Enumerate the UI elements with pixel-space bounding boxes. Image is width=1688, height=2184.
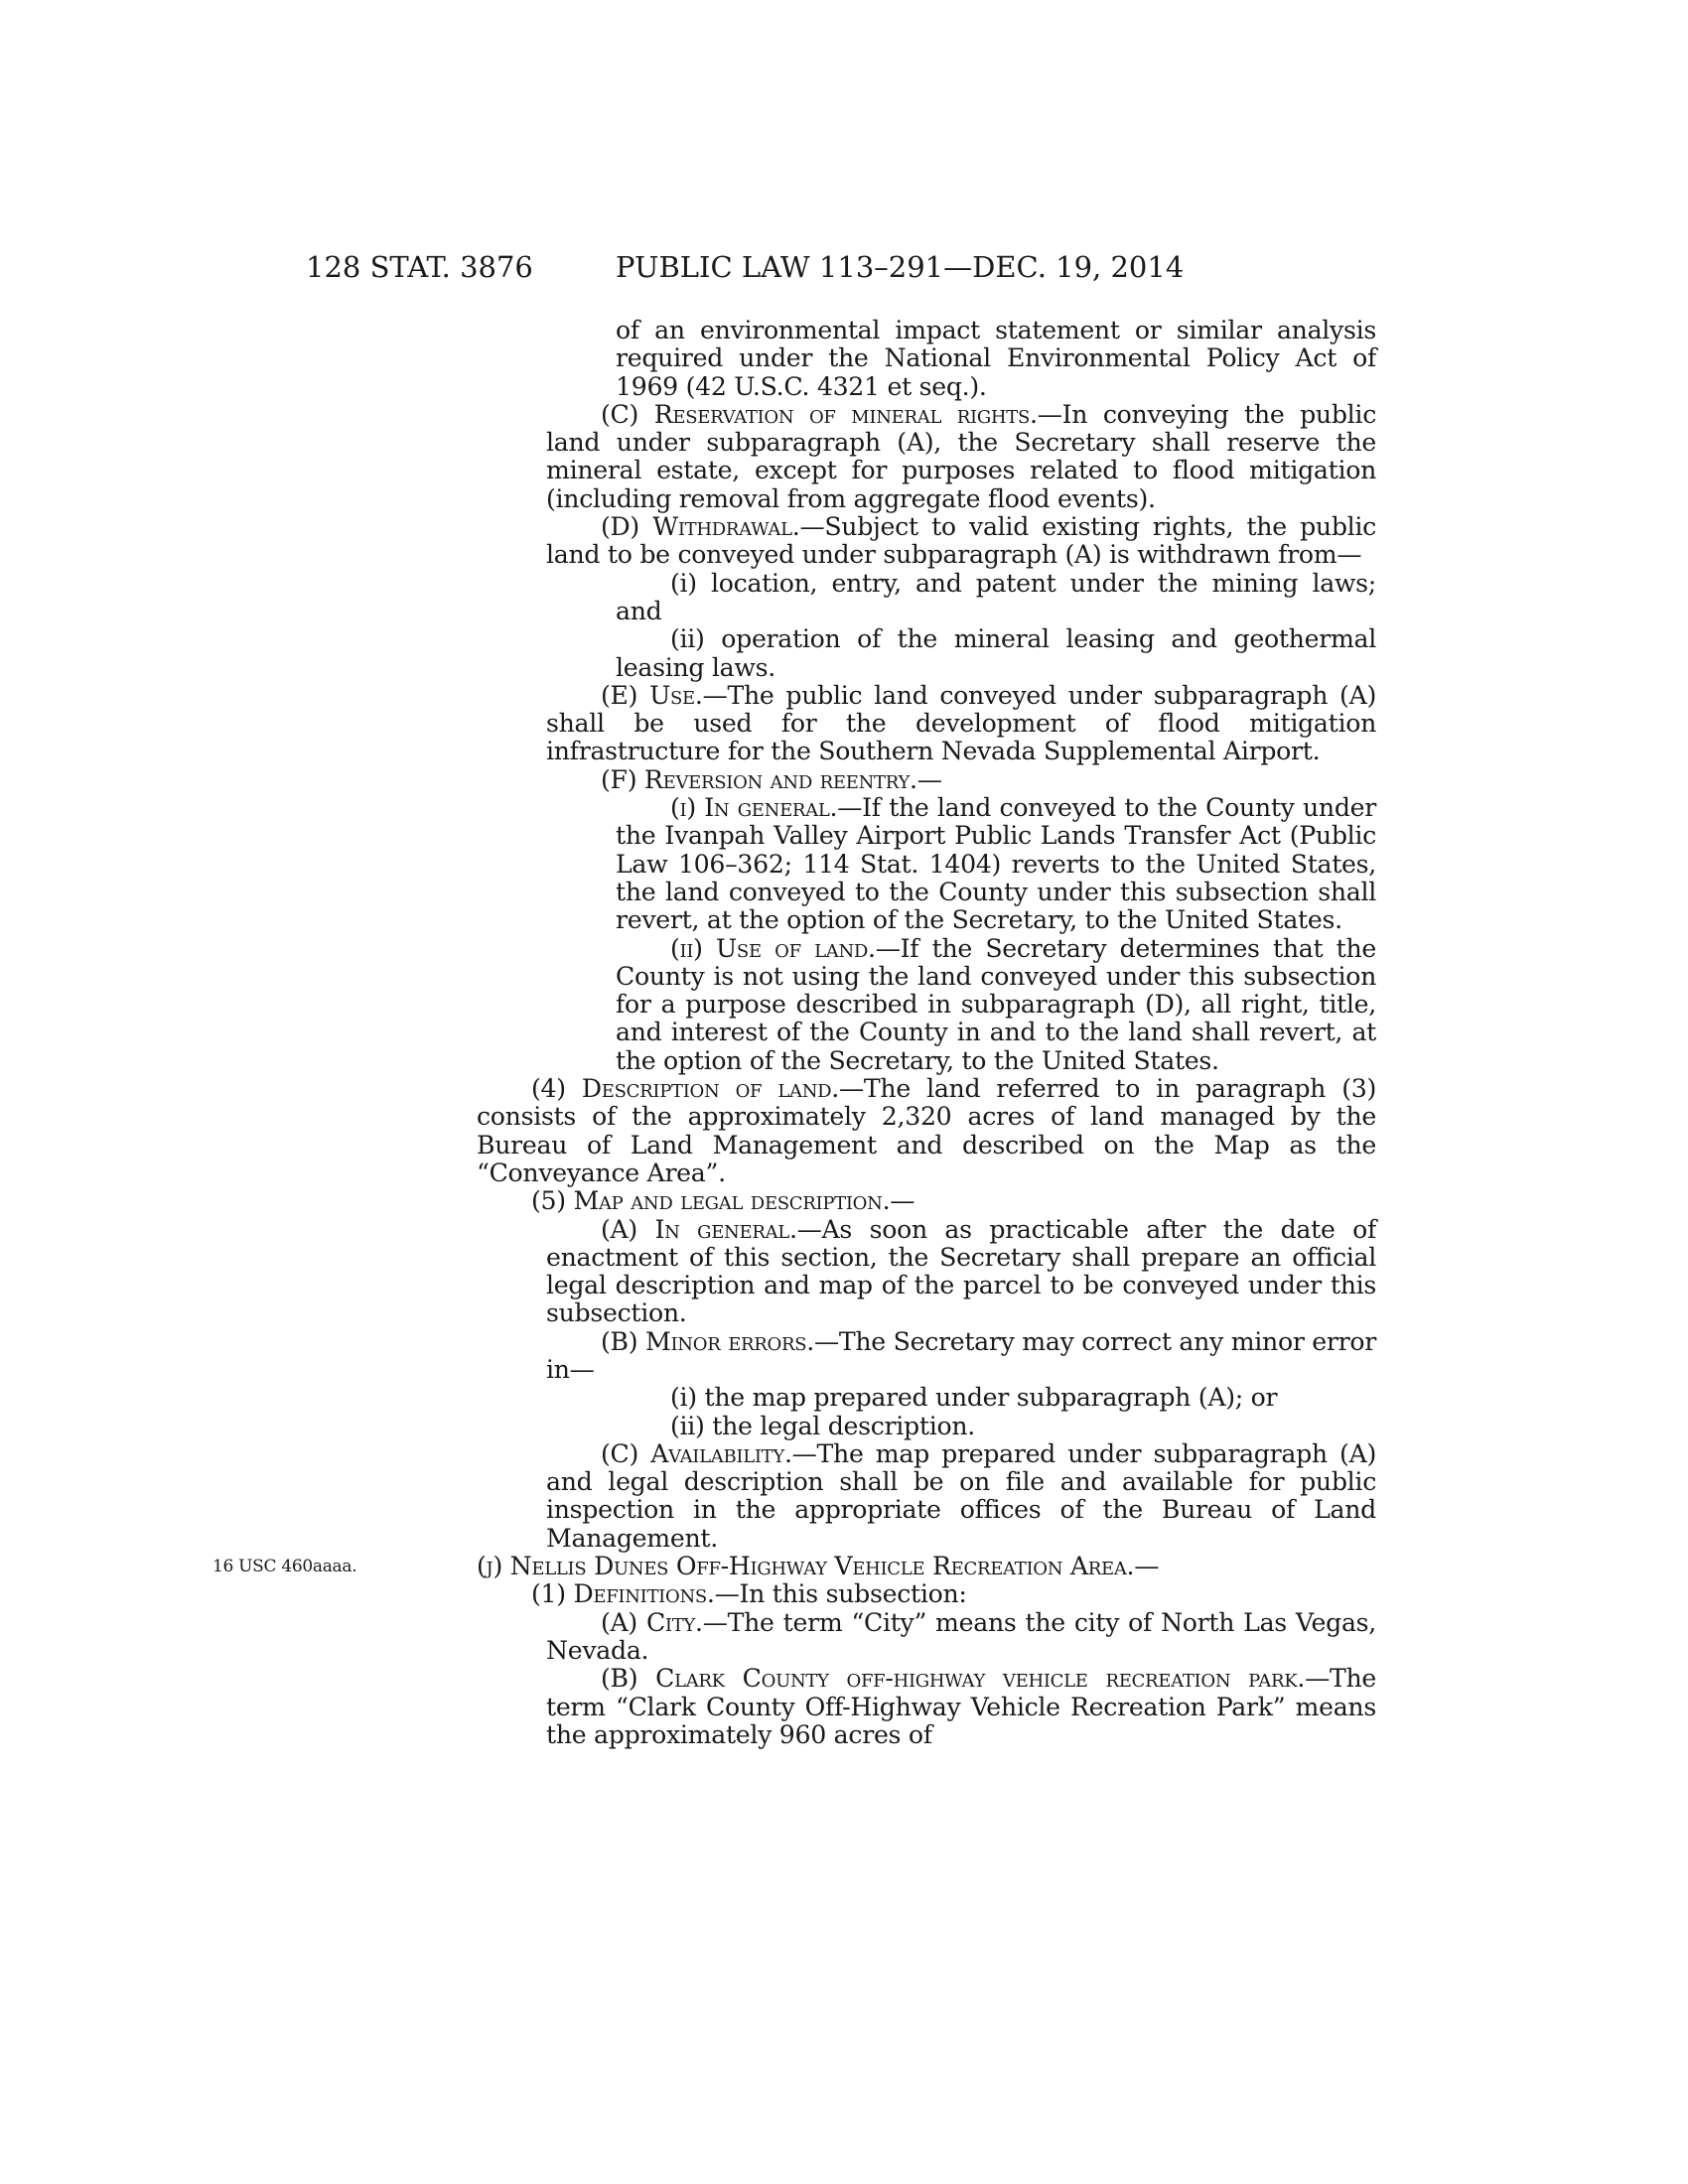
paragraph-d-withdrawal xyxy=(546,513,1376,570)
paragraph-c-reservation xyxy=(546,401,1376,513)
paragraph-heading: (B) Minor errors. xyxy=(601,1326,814,1356)
paragraph-text: of an environmental impact statement or similar analysis required under the National Environmental Policy Act of 1969 (42 U.S.C. 4321 et seq.). xyxy=(616,316,1376,401)
paragraph-text: (ii) operation of the mineral leasing and geothermal leasing laws. xyxy=(616,624,1376,682)
paragraph-text: —The map prepared under subparagraph (A) and legal description shall be on file and available for public inspection in the appropriate offices of the Bureau of Land Management. xyxy=(546,1438,1376,1553)
clause-5b-ii xyxy=(546,1413,1376,1440)
paragraph-heading: (A) City. xyxy=(601,1607,703,1637)
paragraph-j1a-city xyxy=(546,1609,1376,1666)
clause-d-i xyxy=(546,570,1376,626)
paragraph-5b-errors xyxy=(546,1328,1376,1385)
paragraph-text: —The land referred to in paragraph (3) consists of the approximately 2,320 acres of land managed by the Bureau of Land Management and described on the Map as the “Conveyance Area”. xyxy=(477,1074,1376,1187)
paragraph-text: (i) the map prepared under subparagraph (A); or xyxy=(670,1383,1278,1413)
paragraph-heading: (A) In general. xyxy=(601,1214,797,1244)
paragraph-heading: (F) Reversion and reentry. xyxy=(601,764,917,794)
paragraph-b-continuation xyxy=(546,317,1376,401)
paragraph-5-map xyxy=(477,1187,1376,1215)
paragraph-4-description xyxy=(477,1075,1376,1187)
paragraph-e-use xyxy=(546,682,1376,766)
paragraph-heading: (1) Definitions. xyxy=(531,1579,715,1609)
subsection-j-nellis-dunes xyxy=(212,1552,1376,1581)
paragraph-heading: (E) Use. xyxy=(601,680,703,710)
paragraph-text: —As soon as practicable after the date of enactment of this section, the Secretary shall prepare an official legal description and map of the parcel to be conveyed under this subsection. xyxy=(546,1214,1376,1328)
paragraph-text: —If the Secretary determines that the County is not using the land conveyed under this subsection for a purpose described in subparagraph (D), all right, title, and interest of the County in and to the land shall revert, at the option of the Secretary, to the United States. xyxy=(616,933,1376,1075)
paragraph-text: (i) location, entry, and patent under the mining laws; and xyxy=(616,568,1376,625)
paragraph-text: — xyxy=(890,1186,915,1216)
paragraph-heading: (D) Withdrawal. xyxy=(601,512,800,542)
paragraph-j1-definitions xyxy=(477,1580,1376,1608)
paragraph-heading: (i) In general. xyxy=(670,793,838,823)
statute-body xyxy=(212,316,1376,1749)
paragraph-text: —The term “City” means the city of North Las Vegas, Nevada. xyxy=(546,1607,1376,1665)
paragraph-j1b-ohv-park xyxy=(546,1665,1376,1749)
running-header: PUBLIC LAW 113–291—DEC. 19, 2014 xyxy=(616,250,1185,284)
paragraph-5a-general xyxy=(546,1216,1376,1328)
paragraph-text: —If the land conveyed to the County under the Ivanpah Valley Airport Public Lands Transfer Act (Public Law 106–362; 114 Stat. 1404) reverts to the United States, the land conveyed to the County under this subsection shall revert, at the option of the Secretary, to the United States. xyxy=(616,793,1376,935)
paragraph-heading: (C) Availability. xyxy=(601,1438,792,1468)
paragraph-text: — xyxy=(916,764,942,794)
clause-d-ii xyxy=(546,625,1376,682)
clause-5b-i xyxy=(546,1384,1376,1412)
paragraph-heading: (4) Description of land. xyxy=(531,1074,840,1104)
paragraph-heading: (ii) Use of land. xyxy=(670,933,876,963)
paragraph-text: —The term “Clark County Off-Highway Vehicle Recreation Park” means the approximately 960 acres of xyxy=(546,1664,1376,1749)
paragraph-text: (ii) the legal description. xyxy=(670,1411,975,1440)
paragraph-heading: (B) Clark County off-highway vehicle recreation park. xyxy=(601,1664,1306,1694)
subsection-heading: (j) Nellis Dunes Off-Highway Vehicle Recreation Area. xyxy=(477,1552,1135,1581)
paragraph-text: —The public land conveyed under subparagraph (A) shall be used for the development of flood mitigation infrastructure for the Southern Nevada Supplemental Airport. xyxy=(546,680,1376,766)
clause-f-i xyxy=(546,794,1376,934)
paragraph-text: —In this subsection: xyxy=(714,1579,967,1609)
paragraph-f-reversion xyxy=(546,766,1376,794)
paragraph-heading: (5) Map and legal description. xyxy=(531,1186,891,1216)
paragraph-heading: (C) Reservation of mineral rights. xyxy=(601,399,1038,429)
paragraph-text: —The Secretary may correct any minor error in— xyxy=(546,1326,1376,1384)
clause-f-ii xyxy=(546,935,1376,1075)
paragraph-text: — xyxy=(1134,1552,1160,1581)
paragraph-5c-availability xyxy=(546,1440,1376,1553)
paragraph-text: —In conveying the public land under subparagraph (A), the Secretary shall reserve the mineral estate, except for purposes related to flood mitigation (including removal from aggregate flood events). xyxy=(546,399,1376,513)
margin-citation: 16 USC 460aaaa. xyxy=(212,1557,357,1577)
page-stat-number: 128 STAT. 3876 xyxy=(306,250,533,284)
paragraph-text: —Subject to valid existing rights, the public land to be conveyed under subparagraph (A) is withdrawn from— xyxy=(546,512,1376,570)
